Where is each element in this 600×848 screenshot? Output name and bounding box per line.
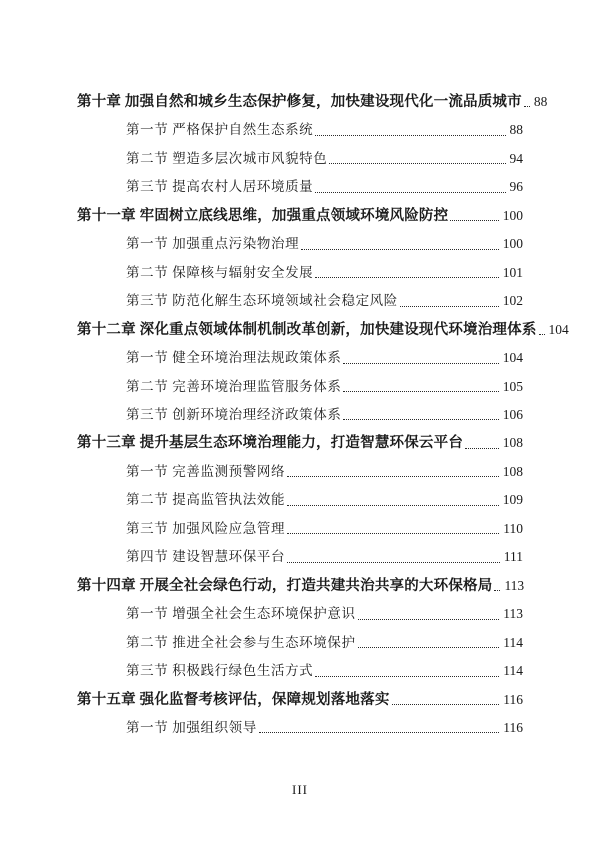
dotted-leader [392,704,500,705]
toc-entry-label: 第二节 完善环境治理监管服务体系 [126,378,342,394]
toc-entry-page: 104 [502,350,523,366]
toc-section-entry [77,259,523,287]
toc-entry-page: 101 [502,264,523,280]
toc-entry-label: 第三节 提高农村人居环境质量 [126,179,314,195]
toc-entry-label: 第一节 完善监测预警网络 [126,463,286,479]
dotted-leader [315,277,498,278]
dotted-leader [287,476,499,477]
toc-chapter-entry [77,316,569,344]
toc-section-entry [77,230,523,258]
toc-entry-label: 第十章 加强自然和城乡生态保护修复，加快建设现代化一流品质城市 [77,94,522,110]
dotted-leader [358,647,500,648]
toc-section-entry [77,543,523,571]
toc-section-entry [77,373,523,401]
dotted-leader [400,306,499,307]
toc-entry-page: 116 [503,691,523,707]
toc-entry-label: 第二节 保障核与辐射安全发展 [126,264,314,280]
toc-entry-label: 第十五章 强化监督考核评估，保障规划落地落实 [77,691,390,708]
toc-section-entry [77,629,523,657]
toc-section-entry [77,287,523,315]
toc-entry-label: 第三节 创新环境治理经济政策体系 [126,406,342,422]
dotted-leader [315,676,499,677]
toc-entry-label: 第三节 加强风险应急管理 [126,520,286,536]
toc-entry-label: 第十二章 深化重点领域体制机制改革创新，加快建设现代环境治理体系 [77,321,537,338]
dotted-leader [524,106,530,107]
dotted-leader [287,505,499,506]
toc-section-entry [77,486,523,514]
dotted-leader [315,135,505,136]
dotted-leader [343,419,498,420]
toc-chapter-entry [77,88,548,116]
toc-entry-page: 106 [502,406,523,422]
toc-entry-page: 105 [502,378,523,394]
dotted-leader [358,619,500,620]
toc-section-entry [77,145,523,173]
toc-chapter-entry [77,572,523,600]
dotted-leader [494,590,500,591]
toc-entry-label: 第三节 积极践行绿色生活方式 [126,663,314,679]
toc-entry-page: 109 [502,492,523,508]
toc-entry-label: 第一节 增强全社会生态环境保护意识 [126,606,356,622]
toc-section-entry [77,173,523,201]
toc-entry-label: 第十四章 开展全社会绿色行动，打造共建共治共享的大环保格局 [77,577,493,594]
toc-section-entry [77,458,523,486]
dotted-leader [287,533,499,534]
toc-entry-label: 第四节 建设智慧环保平台 [126,549,286,565]
dotted-leader [343,363,498,364]
toc-entry-page: 110 [503,520,523,536]
toc-entry-page: 108 [502,435,523,451]
dotted-leader [539,334,545,335]
dotted-leader [259,732,499,733]
toc-entry-page: 102 [502,293,523,309]
toc-entry-page: 94 [509,150,523,166]
toc-entry-page: 104 [548,321,569,337]
toc-section-entry [77,657,523,685]
footer-page-number: III [292,782,308,797]
dotted-leader [343,391,498,392]
toc-entry-page: 88 [509,122,523,138]
toc-entry-page: 113 [503,606,523,622]
toc-entry-page: 100 [502,236,523,252]
toc-chapter-entry [77,202,523,230]
dotted-leader [287,562,500,563]
toc-section-entry [77,600,523,628]
toc-entry-page: 96 [509,179,523,195]
toc-entry-page: 116 [503,719,523,735]
toc-entry-label: 第一节 加强重点污染物治理 [126,236,300,252]
toc-entry-label: 第三节 防范化解生态环境领域社会稳定风险 [126,293,398,309]
dotted-leader [315,192,505,193]
toc-entry-page: 108 [502,463,523,479]
toc-chapter-entry [77,686,523,714]
toc-entry-page: 100 [502,207,523,223]
toc-section-entry [77,515,523,543]
toc-section-entry [77,714,523,742]
toc-entry-label: 第二节 提高监管执法效能 [126,492,286,508]
toc-entry-label: 第一节 加强组织领导 [126,719,257,735]
toc-section-entry [77,344,523,372]
toc-entry-label: 第二节 推进全社会参与生态环境保护 [126,634,356,650]
toc-entry-label: 第十三章 提升基层生态环境治理能力，打造智慧环保云平台 [77,435,464,452]
toc-entry-label: 第一节 健全环境治理法规政策体系 [126,350,342,366]
toc-section-entry [77,401,523,429]
toc-section-entry [77,116,523,144]
toc-entry-page: 111 [503,549,523,565]
dotted-leader [465,448,499,449]
toc-entry-page: 114 [503,634,523,650]
toc-entry-page: 113 [504,577,525,593]
dotted-leader [450,220,498,221]
dotted-leader [329,163,505,164]
toc-entry-page: 114 [503,663,523,679]
toc-entry-label: 第一节 严格保护自然生态系统 [126,122,314,138]
dotted-leader [301,249,499,250]
toc-chapter-entry [77,429,523,457]
table-of-contents [77,88,569,742]
toc-entry-label: 第二节 塑造多层次城市风貌特色 [126,150,328,166]
toc-entry-page: 88 [533,94,548,109]
toc-entry-label: 第十一章 牢固树立底线思维，加强重点领域环境风险防控 [77,207,449,224]
